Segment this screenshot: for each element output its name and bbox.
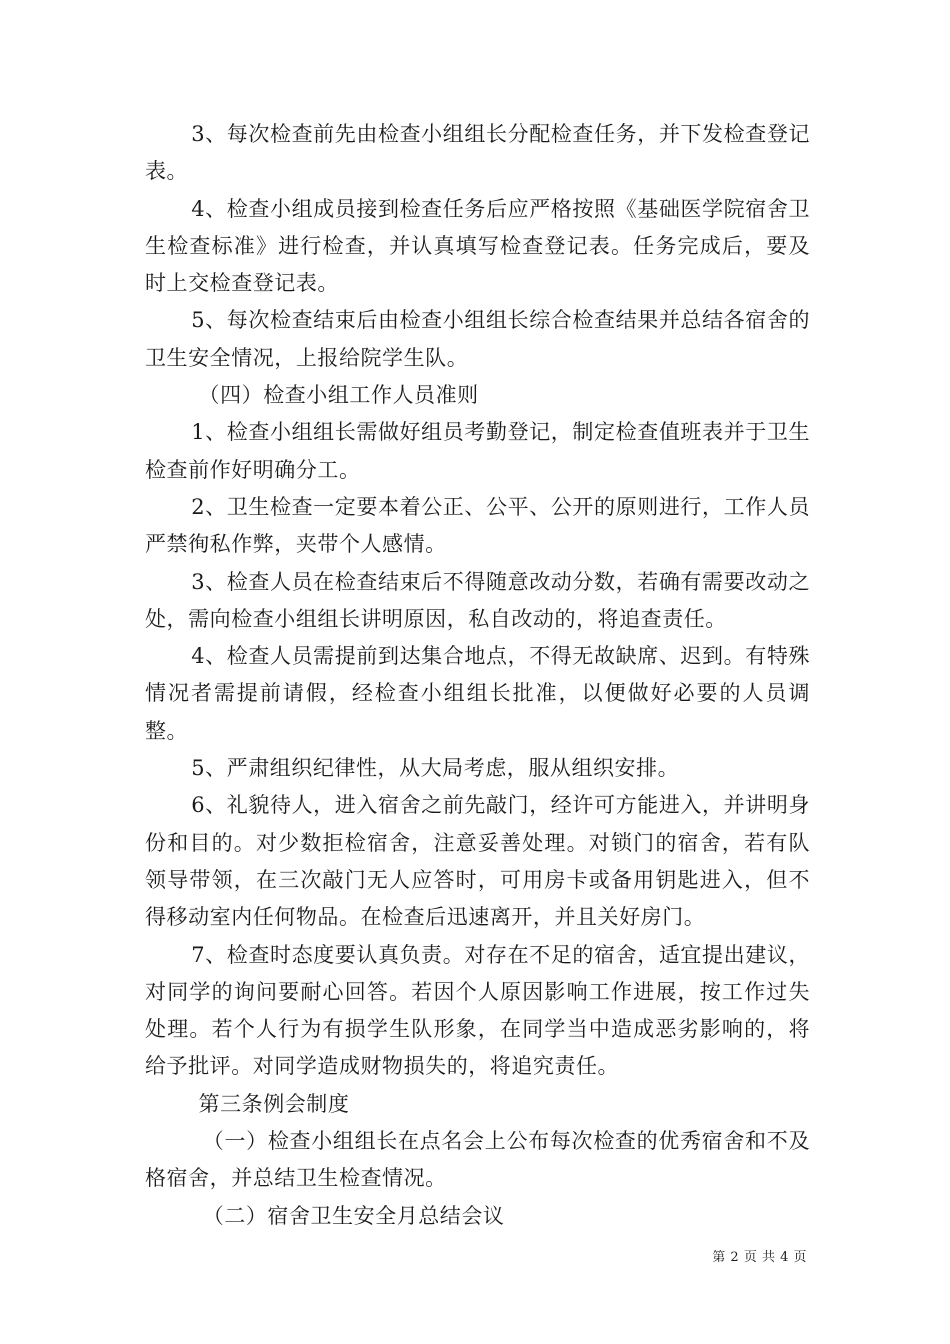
paragraph-rule-7-attitude: 7、检查时态度要认真负责。对存在不足的宿舍，适宜提出建议，对同学的询问要耐心回答。若因个人原因影响工作进展，按工作过失处理。若个人行为有损学生队形象，在同学当中造成恶劣影响的，将给予批评。对同学造成财物损失的，将追究责任。 (145, 942, 810, 1079)
paragraph-meeting-item-2: （二）宿舍卫生安全月总结会议 (202, 1203, 505, 1228)
paragraph-rule-4-punctuality: 4、检查人员需提前到达集合地点，不得无故缺席、迟到。有特殊情况者需提前请假，经检查小组组长批准，以便做好必要的人员调整。 (145, 644, 810, 743)
paragraph-meeting-item-1: （一）检查小组组长在点名会上公布每次检查的优秀宿舍和不及格宿舍，并总结卫生检查情况。 (145, 1129, 810, 1191)
paragraph-rule-5-discipline: 5、严肃组织纪律性，从大局考虑，服从组织安排。 (191, 756, 680, 781)
paragraph-item-3-assign-tasks: 3、每次检查前先由检查小组组长分配检查任务，并下发检查登记表。 (145, 122, 810, 184)
page-number-footer: 第 2 页 共 4 页 (712, 1250, 807, 1265)
paragraph-rule-6-courtesy: 6、礼貌待人，进入宿舍之前先敲门，经许可方能进入，并讲明身份和目的。对少数拒检宿舍，注意妥善处理。对锁门的宿舍，若有队领导带领，在三次敲门无人应答时，可用房卡或备用钥匙进入，但不得移动室内任何物品。在检查后迅速离开，并且关好房门。 (145, 793, 810, 930)
paragraph-rule-3-scores: 3、检查人员在检查结束后不得随意改动分数，若确有需要改动之处，需向检查小组组长讲明原因，私自改动的，将追查责任。 (145, 569, 810, 631)
document-body (145, 116, 810, 1235)
article-heading-meeting-system: 第三条例会制度 (198, 1091, 350, 1116)
paragraph-rule-2-fairness: 2、卫生检查一定要本着公正、公平、公开的原则进行，工作人员严禁徇私作弊，夹带个人感情。 (145, 494, 810, 557)
paragraph-item-4-inspection-standard: 4、检查小组成员接到检查任务后应严格按照《基础医学院宿舍卫生检查标准》进行检查，并认真填写检查登记表。任务完成后，要及时上交检查登记表。 (145, 196, 810, 296)
section-heading-staff-rules: （四）检查小组工作人员准则 (198, 383, 479, 408)
paragraph-rule-1-attendance: 1、检查小组组长需做好组员考勤登记，制定检查值班表并于卫生检查前作好明确分工。 (145, 420, 810, 482)
paragraph-item-5-summarize-results: 5、每次检查结束后由检查小组组长综合检查结果并总结各宿舍的卫生安全情况，上报给院学生队。 (145, 308, 810, 370)
